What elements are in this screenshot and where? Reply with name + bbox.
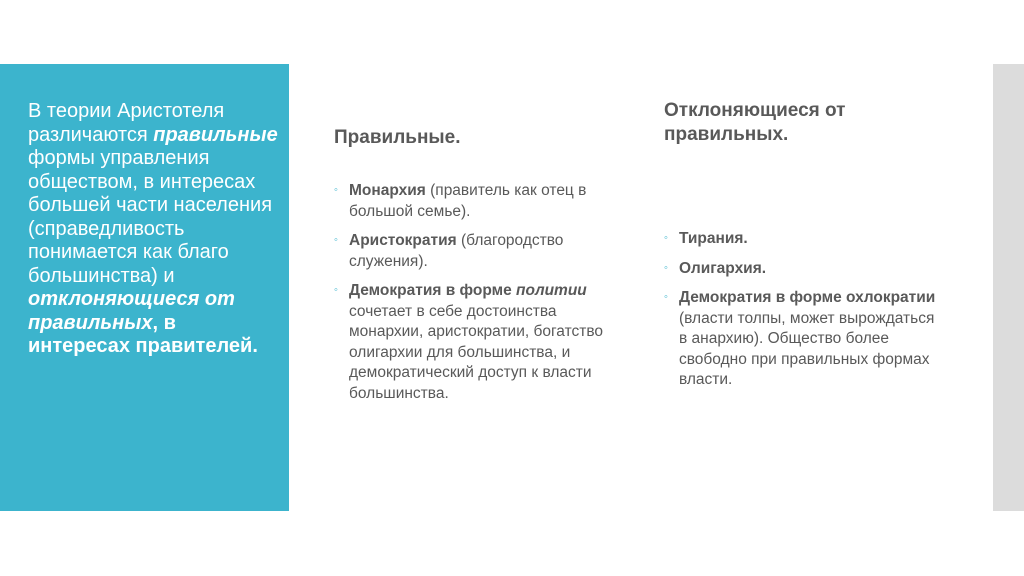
item-text: (правитель как отец в большой семье).	[349, 182, 587, 220]
bullet-icon: ◦	[664, 232, 668, 244]
intro-text: В теории Аристотеля различаются	[28, 100, 225, 146]
list-item	[664, 259, 944, 280]
bullet-icon: ◦	[334, 184, 338, 196]
intro-text-end: , в интересах правителей.	[28, 311, 258, 357]
item-text: (благородство служения).	[349, 232, 564, 270]
emphasis-correct: правильные	[153, 123, 278, 146]
item-title: Демократия в форме	[349, 282, 517, 299]
item-text: (власти толпы, может вырождаться в анархию). Общество более свободно при правильных формах власти.	[679, 309, 935, 388]
deviant-forms-list	[664, 229, 944, 400]
list-item	[334, 181, 604, 222]
item-title: Аристократия	[349, 232, 457, 249]
item-title-italic: политии	[516, 282, 587, 299]
emphasis-deviant: отклоняющиеся от правильных	[28, 288, 235, 334]
item-title: Демократия в форме охлократии	[679, 289, 936, 306]
list-item	[664, 288, 944, 391]
item-title: Тирания.	[679, 230, 748, 247]
right-side-bar	[993, 64, 1024, 511]
list-item	[334, 281, 604, 404]
intro-text-middle: формы управления обществом, в интересах большей части населения (справедливость понимается как благо большинства) и	[28, 147, 273, 287]
bullet-icon: ◦	[334, 284, 338, 296]
bullet-icon: ◦	[664, 261, 668, 274]
left-panel-text	[28, 100, 278, 359]
bullet-icon: ◦	[334, 234, 338, 246]
item-title: Олигархия.	[679, 259, 767, 277]
correct-forms-list	[334, 181, 604, 413]
item-text: сочетает в себе достоинства монархии, аристократии, богатство олигархии для большинства, и демократический доступ к власти большинства.	[349, 302, 604, 402]
bullet-icon: ◦	[664, 291, 668, 303]
item-title: Монархия	[349, 182, 426, 199]
list-item	[334, 231, 604, 272]
column-header-deviant: Отклоняющиеся от правильных.	[664, 100, 846, 145]
column-header-correct: Правильные.	[334, 127, 461, 148]
list-item	[664, 229, 944, 250]
